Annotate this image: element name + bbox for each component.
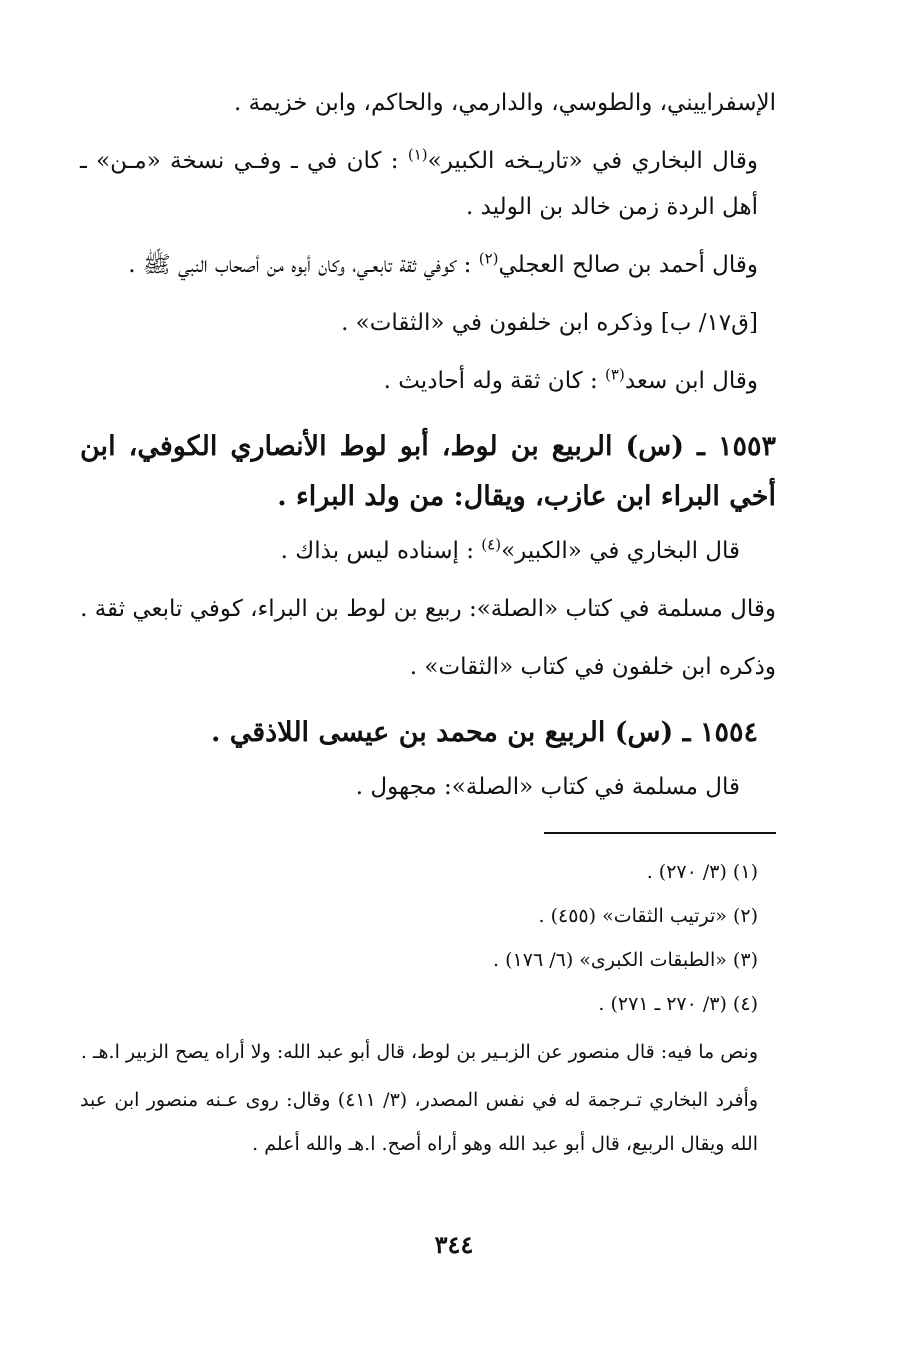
paragraph-ibn-khalfun-2: وذكره ابن خلفون في كتاب «الثقات» . bbox=[409, 654, 776, 680]
entry-heading-1554: ١٥٥٤ ـ (س) الربيع بن محمد بن عيسى اللاذقي . bbox=[210, 717, 758, 748]
paragraph-maslama-majhul: قال مسلمة في كتاب «الصلة»: مجهول . bbox=[355, 774, 740, 800]
text: قال البخاري في «الكبير» bbox=[501, 538, 740, 564]
footnote-separator-wrap bbox=[80, 810, 776, 850]
paragraph-ibn-khalfun: [ق١٧/ ب] وذكره ابن خلفون في «الثقات» . bbox=[341, 310, 758, 336]
paragraph-bukhari-tarikh bbox=[80, 138, 776, 230]
entry-heading-1553: ١٥٥٣ ـ (س) الربيع بن لوط، أبو لوط الأنصاري الكوفي، ابن أخي البراء ابن عازب، ويقال: من ولد البراء . bbox=[80, 431, 776, 512]
paragraph-continuation: الإسفراييني، والطوسي، والدارمي، والحاكم، وابن خزيمة . bbox=[233, 90, 776, 116]
footnote-ref-3[interactable]: (٣) bbox=[605, 365, 625, 384]
page-number: ٣٤٤ bbox=[434, 1230, 474, 1259]
paragraph-ibn-saad bbox=[80, 358, 776, 404]
page-body bbox=[80, 80, 776, 1166]
text: : كان ثقة وله أحاديث . bbox=[383, 368, 606, 394]
text: وقال أحمد بن صالح العجلي bbox=[498, 252, 758, 278]
footnote-2: (٢) «ترتيب الثقات» (٤٥٥) . bbox=[538, 905, 758, 927]
footnote-ref-1[interactable]: (١) bbox=[407, 145, 428, 164]
text: : كان في ـ وفـي نسخة «مـن» ـ أهل الردة زمن خالد بن الوليد . bbox=[80, 148, 758, 220]
paragraph-bukhari-kabir bbox=[80, 528, 776, 574]
footnote-3: (٣) «الطبقات الكبرى» (٦/ ١٧٦) . bbox=[493, 949, 758, 971]
text: : إسناده ليس بذاك . bbox=[280, 538, 482, 564]
footnote-ref-4[interactable]: (٤) bbox=[481, 535, 502, 554]
paragraph-maslama-sila: وقال مسلمة في كتاب «الصلة»: ربيع بن لوط بن البراء، كوفي تابعي ثقة . bbox=[80, 596, 776, 622]
main-text bbox=[80, 80, 776, 810]
text: : كوفي ثقة تابعـي، وكان أبوه من أصحاب النبي ﷺ . bbox=[128, 252, 479, 278]
text: وقال ابن سعد bbox=[624, 368, 758, 394]
footnote-separator bbox=[544, 832, 776, 834]
footnote-4: (٤) (٣/ ٢٧٠ ـ ٢٧١) . bbox=[598, 993, 758, 1015]
footnote-1: (١) (٣/ ٢٧٠) . bbox=[646, 861, 758, 883]
footnote-ref-2[interactable]: (٢) bbox=[478, 249, 499, 268]
footnote-4-text-1: ونص ما فيه: قال منصور عن الزبـير بن لوط، قال أبو عبد الله: ولا أراه يصح الزبير ا.هـ . bbox=[80, 1041, 758, 1063]
paragraph-ijli bbox=[80, 242, 776, 288]
footnote-4-text-2: وأفرد البخاري تـرجمة له في نفس المصدر، (٣/ ٤١١) وقال: روى عـنه منصور ابن عبد الله ويقال الربيع، قال أبو عبد الله وهو أراه أصح. ا.هـ والله أعلم . bbox=[80, 1089, 759, 1155]
footnotes bbox=[80, 850, 776, 1166]
text: وقال البخاري في «تاريـخه الكبير» bbox=[427, 148, 758, 174]
